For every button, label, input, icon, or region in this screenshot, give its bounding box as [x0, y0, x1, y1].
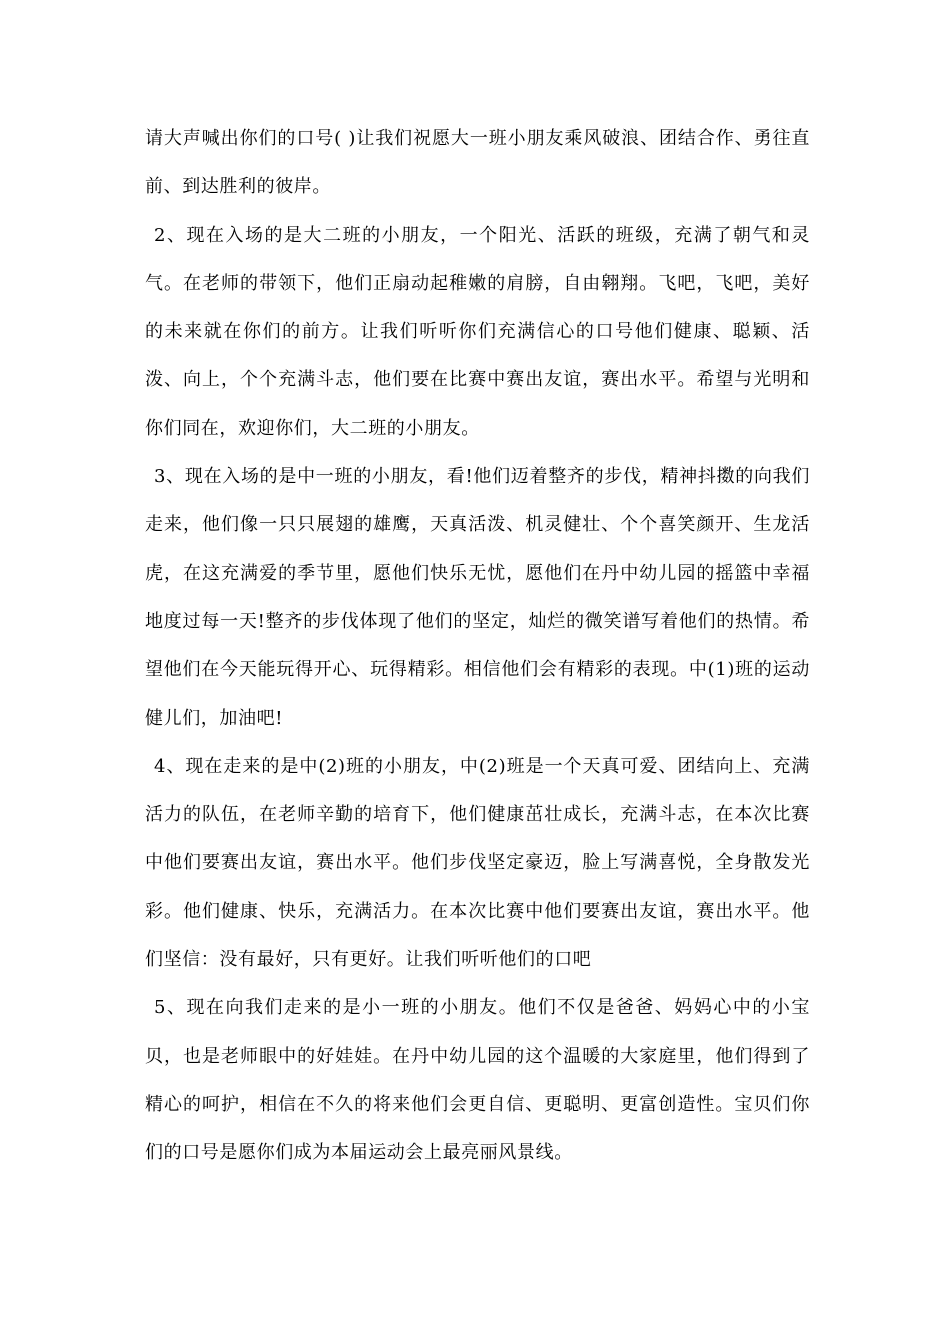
paragraph-5: 5、现在向我们走来的是小一班的小朋友。他们不仅是爸爸、妈妈心中的小宝贝，也是老师眼中的好娃娃。在丹中幼儿园的这个温暖的大家庭里，他们得到了精心的呵护，相信在不久的将来他们会更自信、更聪明、更富创造性。宝贝们你们的口号是愿你们成为本届运动会上最亮丽风景线。: [145, 997, 810, 1164]
document-body: [145, 115, 810, 1178]
paragraph-4: 4、现在走来的是中(2)班的小朋友，中(2)班是一个天真可爱、团结向上、充满活力的队伍，在老师辛勤的培育下，他们健康茁壮成长，充满斗志，在本次比赛中他们要赛出友谊，赛出水平。他们步伐坚定豪迈，脸上写满喜悦，全身散发光彩。他们健康、快乐，充满活力。在本次比赛中他们要赛出友谊，赛出水平。他们坚信：没有最好，只有更好。让我们听听他们的口吧: [145, 755, 810, 971]
paragraph-3: 3、现在入场的是中一班的小朋友，看!他们迈着整齐的步伐，精神抖擞的向我们走来，他们像一只只展翅的雄鹰，天真活泼、机灵健壮、个个喜笑颜开、生龙活虎，在这充满爱的季节里，愿他们快乐无忧，愿他们在丹中幼儿园的摇篮中幸福地度过每一天!整齐的步伐体现了他们的坚定，灿烂的微笑谱写着他们的热情。希望他们在今天能玩得开心、玩得精彩。相信他们会有精彩的表现。中(1)班的运动健儿们，加油吧!: [145, 466, 810, 729]
paragraph-2: 2、现在入场的是大二班的小朋友，一个阳光、活跃的班级，充满了朝气和灵气。在老师的带领下，他们正扇动起稚嫩的肩膀，自由翱翔。飞吧，飞吧，美好的未来就在你们的前方。让我们听听你们充满信心的口号他们健康、聪颖、活泼、向上，个个充满斗志，他们要在比赛中赛出友谊，赛出水平。希望与光明和你们同在，欢迎你们，大二班的小朋友。: [145, 224, 810, 439]
paragraph-1: 请大声喊出你们的口号( )让我们祝愿大一班小朋友乘风破浪、团结合作、勇往直前、到达胜利的彼岸。: [145, 128, 810, 198]
